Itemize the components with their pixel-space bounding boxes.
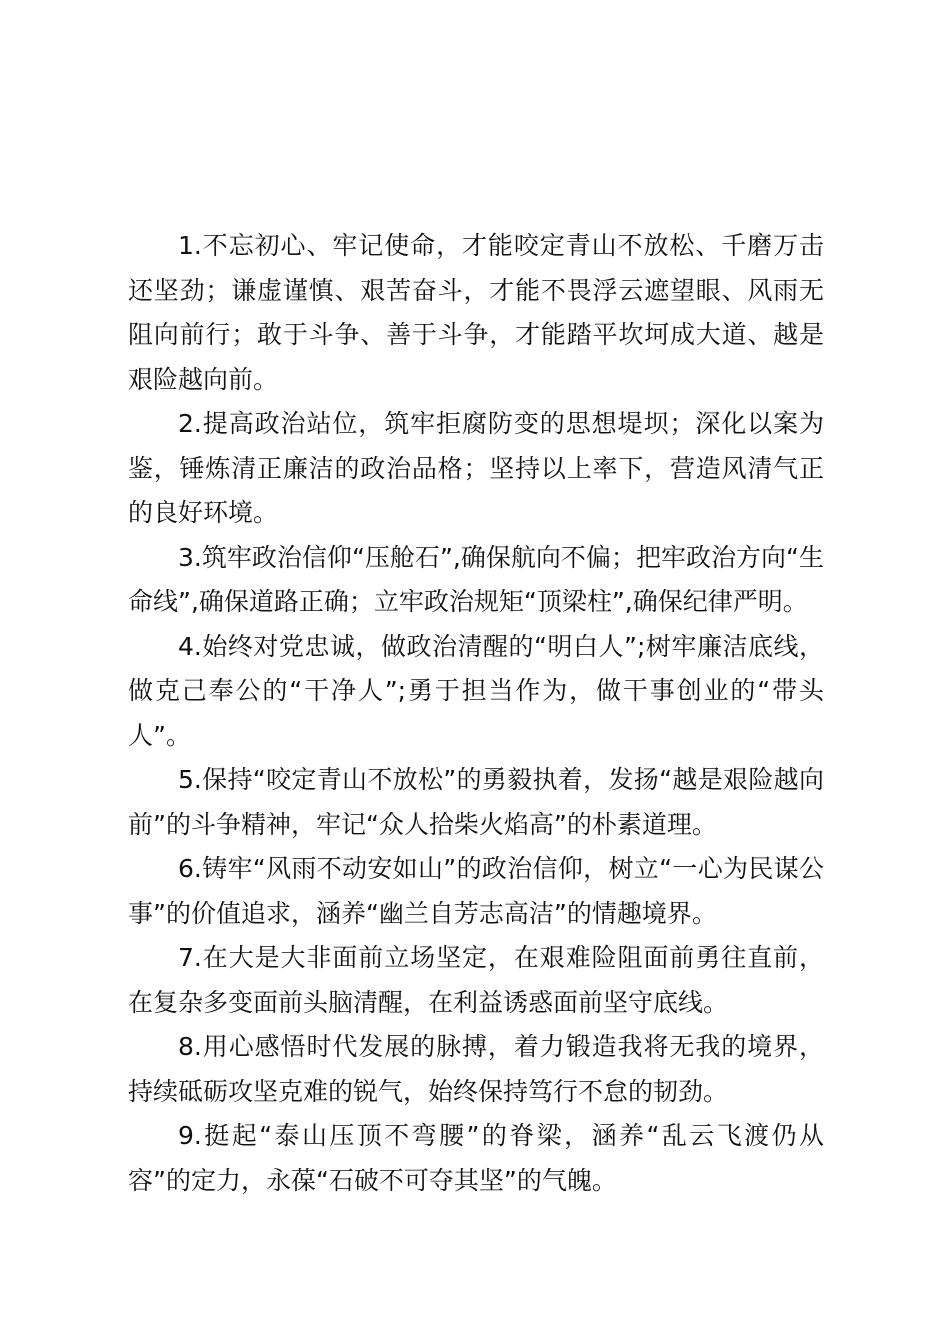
paragraph-3: 3.筑牢政治信仰“压舱石”,确保航向不偏；把牢政治方向“生命线”,确保道路正确；立牢政治规矩“顶梁柱”,确保纪律严明。 (128, 542, 824, 616)
paragraph-6: 6.铸牢“风雨不动安如山”的政治信仰，树立“一心为民谋公事”的价值追求，涵养“幽兰自芳志高洁”的情趣境界。 (128, 854, 824, 928)
paragraph-9: 9.挺起“泰山压顶不弯腰”的脊梁，涵养“乱云飞渡仍从容”的定力，永葆“石破不可夺其坚”的气魄。 (128, 1121, 824, 1195)
paragraph-8: 8.用心感悟时代发展的脉搏，着力锻造我将无我的境界，持续砥砺攻坚克难的锐气，始终保持笃行不怠的韧劲。 (128, 1032, 824, 1106)
paragraph-1: 1.不忘初心、牢记使命，才能咬定青山不放松、千磨万击还坚劲；谦虚谨慎、艰苦奋斗，才能不畏浮云遮望眼、风雨无阻向前行；敢于斗争、善于斗争，才能踏平坎坷成大道、越是艰险越向前。 (128, 231, 824, 394)
paragraph-4: 4.始终对党忠诚，做政治清醒的“明白人”;树牢廉洁底线，做克己奉公的“干净人”;勇于担当作为，做干事创业的“带头人”。 (128, 631, 824, 750)
paragraph-7: 7.在大是大非面前立场坚定，在艰难险阻面前勇往直前，在复杂多变面前头脑清醒，在利益诱惑面前坚守底线。 (128, 943, 824, 1017)
document-body (128, 224, 824, 1203)
paragraph-2: 2.提高政治站位，筑牢拒腐防变的思想堤坝；深化以案为鉴，锤炼清正廉洁的政治品格；坚持以上率下，营造风清气正的良好环境。 (128, 409, 824, 527)
paragraph-5: 5.保持“咬定青山不放松”的勇毅执着，发扬“越是艰险越向前”的斗争精神，牢记“众人拾柴火焰高”的朴素道理。 (128, 765, 824, 839)
